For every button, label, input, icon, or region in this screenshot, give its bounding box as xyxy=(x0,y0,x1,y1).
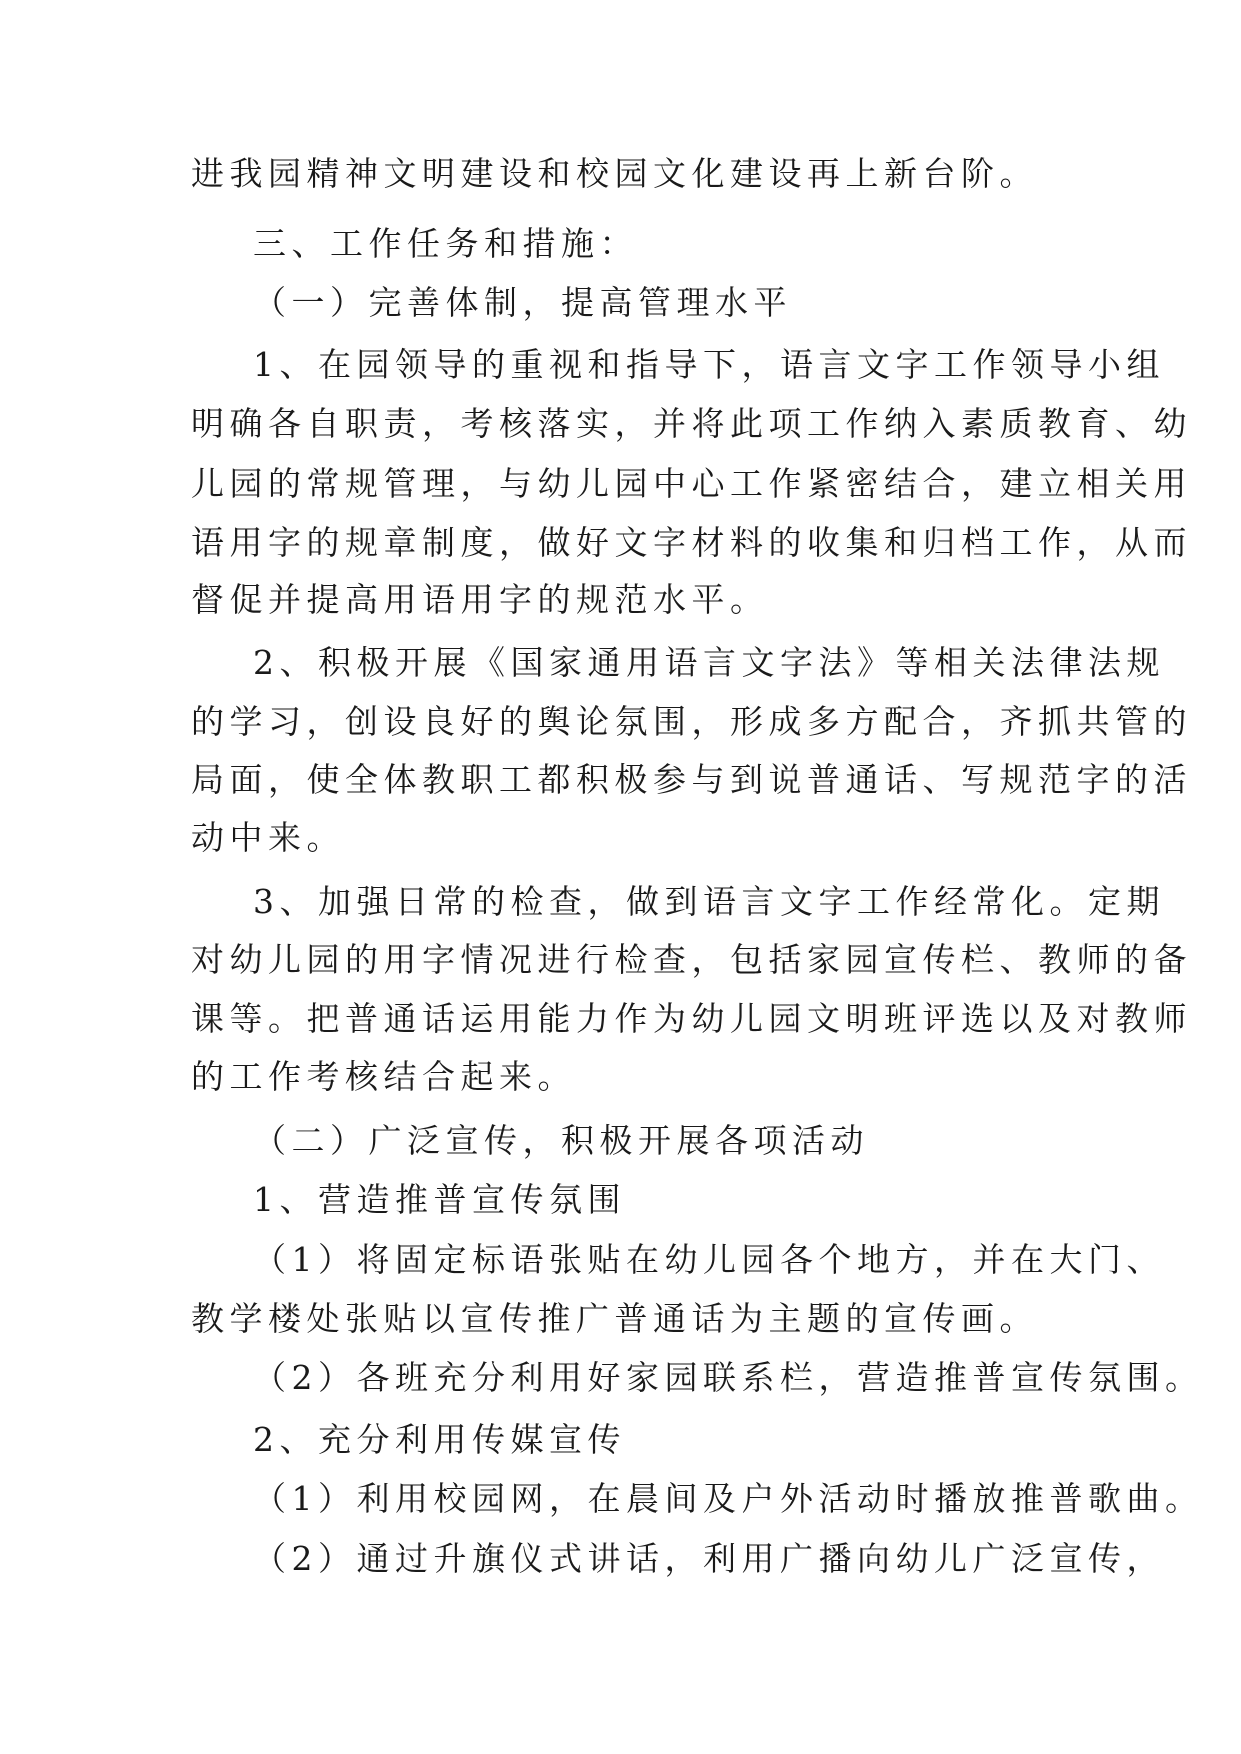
text-line: 课等。把普通话运用能力作为幼儿园文明班评选以及对教师 xyxy=(191,999,1192,1038)
section-heading: 三、工作任务和措施： xyxy=(253,224,638,263)
text-line: 语用字的规章制度，做好文字材料的收集和归档工作，从而 xyxy=(191,523,1192,562)
subsection-heading: （二）广泛宣传，积极开展各项活动 xyxy=(253,1121,869,1160)
text-line: 督促并提高用语用字的规范水平。 xyxy=(191,580,769,619)
text-line: （1）将固定标语张贴在幼儿园各个地方，并在大门、 xyxy=(253,1240,1165,1279)
text-line: 的学习，创设良好的舆论氛围，形成多方配合，齐抓共管的 xyxy=(191,702,1192,741)
subsection-heading: （一）完善体制，提高管理水平 xyxy=(253,283,792,322)
text-line: （1）利用校园网，在晨间及户外活动时播放推普歌曲。 xyxy=(253,1479,1204,1518)
text-line: 的工作考核结合起来。 xyxy=(191,1057,576,1096)
text-line: （2）各班充分利用好家园联系栏，营造推普宣传氛围。 xyxy=(253,1358,1204,1397)
text-line: （2）通过升旗仪式讲话，利用广播向幼儿广泛宣传， xyxy=(253,1539,1165,1578)
item-heading: 1、营造推普宣传氛围 xyxy=(253,1180,626,1219)
text-line: 对幼儿园的用字情况进行检查，包括家园宣传栏、教师的备 xyxy=(191,940,1192,979)
text-line: 儿园的常规管理，与幼儿园中心工作紧密结合，建立相关用 xyxy=(191,464,1192,503)
text-line: 进我园精神文明建设和校园文化建设再上新台阶。 xyxy=(191,154,1038,193)
text-line: 1、在园领导的重视和指导下，语言文字工作领导小组 xyxy=(253,345,1165,384)
text-line: 局面，使全体教职工都积极参与到说普通话、写规范字的活 xyxy=(191,760,1192,799)
text-line: 明确各自职责，考核落实，并将此项工作纳入素质教育、幼 xyxy=(191,404,1192,443)
item-heading: 2、充分利用传媒宣传 xyxy=(253,1420,626,1459)
text-line: 3、加强日常的检查，做到语言文字工作经常化。定期 xyxy=(253,882,1165,921)
text-line: 教学楼处张贴以宣传推广普通话为主题的宣传画。 xyxy=(191,1299,1038,1338)
text-line: 2、积极开展《国家通用语言文字法》等相关法律法规 xyxy=(253,643,1165,682)
text-line: 动中来。 xyxy=(191,818,345,857)
